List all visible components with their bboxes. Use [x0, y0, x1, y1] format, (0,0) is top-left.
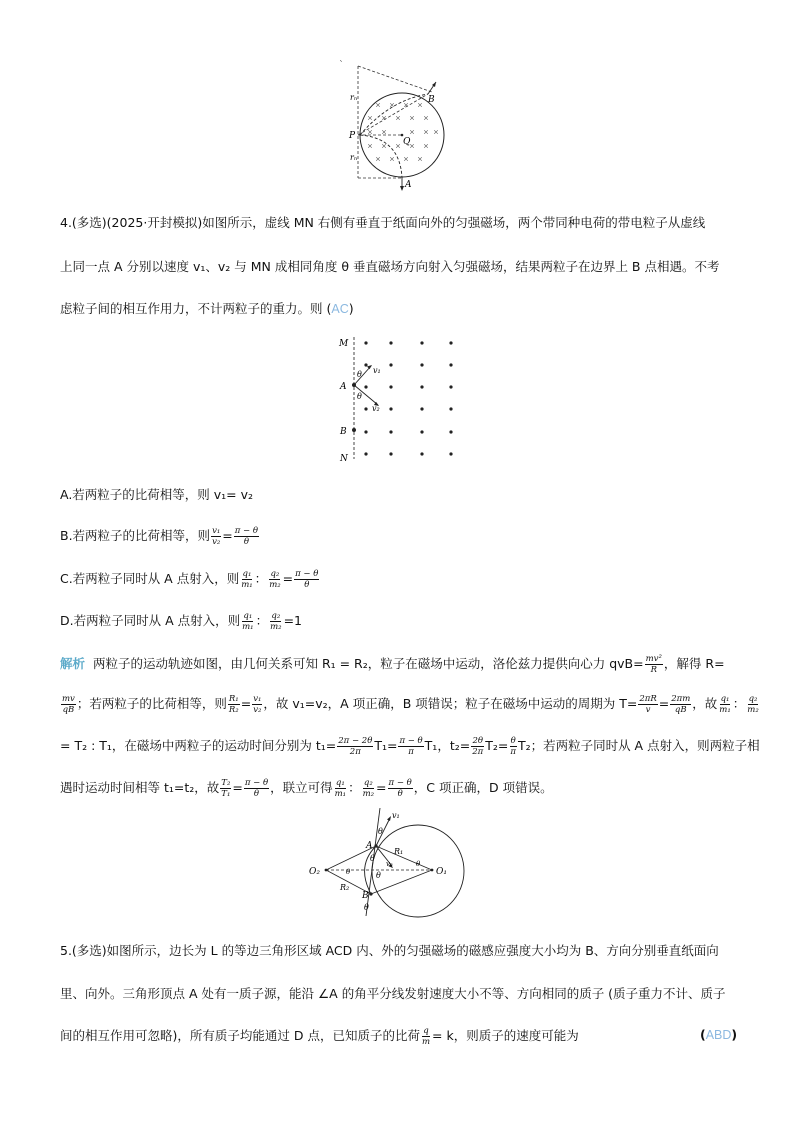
- label-o1: O₁: [436, 867, 447, 877]
- field-dots: [364, 341, 452, 455]
- label-n: N: [340, 454, 348, 463]
- option-c: C.若两粒子同时从 A 点射入，则 $\frac{\text{q₁}}{\text{m₁}}$ ： $\frac{\text{q₂}}{\text{m₂}}$ = $\frac{\pi - \theta}{\theta}$: [60, 569, 319, 590]
- figure-boundary-mn: [336, 333, 466, 463]
- label-v2: v₂: [386, 860, 393, 868]
- label-a: A: [405, 180, 412, 190]
- option-d: D.若两粒子同时从 A 点射入，则 $\frac{\text{q₁}}{\text{m₁}}$ ： $\frac{\text{q₂}}{\text{m₂}}$ =1: [60, 611, 302, 632]
- figure-trajectory-circles: [306, 806, 476, 918]
- label-v1: v₁: [373, 366, 381, 375]
- q4-answer: AC: [331, 302, 349, 316]
- label-theta-o1: θ: [416, 860, 421, 868]
- q4-stem-text: 虑粒子间的相互作用力，不计两粒子的重力。则 (: [60, 301, 332, 316]
- label-q: Q: [403, 137, 411, 147]
- q4-close-paren: ): [348, 301, 354, 316]
- figure-magnetic-circle: [340, 60, 460, 195]
- label-m: M: [339, 339, 349, 349]
- label-r2: R₂: [340, 883, 350, 892]
- label-b: B: [428, 95, 435, 105]
- orbit-circle-o1: [372, 825, 464, 917]
- label-theta-upper: θ: [357, 370, 362, 379]
- q5-stem-line-2: 里、向外。三角形顶点 A 处有一质子源，能沿 ∠A 的角平分线发射速度大小不等、方向相同的质子 (质子重力不计、质子: [60, 986, 726, 1001]
- label-theta-a: θ: [370, 854, 375, 863]
- q5-answer-bracket: (ABD): [700, 1027, 738, 1042]
- label-v1: v₁: [392, 811, 400, 820]
- label-p: P: [349, 131, 356, 141]
- point-b: [352, 428, 356, 432]
- solution-line-3: = T₂ : T₁，在磁场中两粒子的运动时间分别为 t₁= $\frac{2\pi - 2\theta}{2\pi}$ T₁= $\frac{\pi - \theta}{\pi}$ T₁，t₂= $\frac{2\theta}{2\pi}$ T₂= $\frac{\theta}{\pi}$ T₂；若两粒子同时从 A 点射入，则两粒子相: [60, 736, 760, 757]
- label-b: B: [362, 891, 369, 901]
- q5-stem-line-3: 间的相互作用可忽略)，所有质子均能通过 D 点，已知质子的比荷 $\frac{q}{m}$ = k，则质子的速度可能为: [60, 1026, 579, 1047]
- option-a: A.若两粒子的比荷相等，则 v₁= v₂: [60, 487, 254, 502]
- label-o2: O₂: [309, 867, 320, 877]
- solution-tag: 解析: [60, 656, 86, 671]
- q5-stem-line-1: 5.(多选)如图所示，边长为 L 的等边三角形区域 ACD 内、外的匀强磁场的磁感应强度大小均为 B、方向分别垂直纸面向: [60, 943, 719, 958]
- label-theta-o2: θ: [346, 868, 351, 876]
- label-theta-mid: θ: [376, 871, 381, 880]
- label-theta-top: θ: [378, 827, 383, 836]
- label-a: A: [366, 841, 373, 851]
- solution-line-2: $\frac{mv}{qB}$ ；若两粒子的比荷相等，则 $\frac{\text{R₁}}{\text{R₂}}$ = $\frac{\text{v₁}}{\text{v₂}}$ ，故 v₁=v₂，A 项正确，B 项错误；粒子在磁场中运动的周期为 T= $\frac{2\pi R}{v}$ = $\frac{2\pi m}{qB}$ ，故 $\frac{\text{q₁}}{\text{m₁}}$ ： $\frac{\text{q₂}}{\text{m₂}}$: [62, 694, 759, 715]
- label-theta-b: θ: [364, 903, 369, 912]
- label-theta-lower: θ: [357, 392, 362, 401]
- label-rn-top: rₙ: [350, 93, 358, 102]
- q4-stem-line-3: [60, 300, 354, 318]
- label-b: B: [340, 427, 347, 437]
- q5-answer: ABD: [705, 1028, 732, 1042]
- label-v2: v₂: [372, 404, 380, 413]
- option-b: B.若两粒子的比荷相等，则 $\frac{\text{v₁}}{\text{v₂}}$ = $\frac{\pi - \theta}{\theta}$: [60, 526, 258, 547]
- q4-stem-line-2: 上同一点 A 分别以速度 v₁、v₂ 与 MN 成相同角度 θ 垂直磁场方向射入匀强磁场，结果两粒子在边界上 B 点相遇。不考: [60, 259, 720, 274]
- q4-stem-line-1: 4.(多选)(2025·开封模拟)如图所示，虚线 MN 右侧有垂直于纸面向外的匀强磁场，两个带同种电荷的带电粒子从虚线: [60, 215, 706, 230]
- solution-line-4: 遇时运动时间相等 t₁=t₂，故 $\frac{\text{T₂}}{\text{T₁}}$ = $\frac{\pi - \theta}{\theta}$ ，联立可得 $\frac{\text{q₁}}{\text{m₁}}$ ： $\frac{\text{q₂}}{\text{m₂}}$ = $\frac{\pi - \theta}{\theta}$ ，C 项正确，D 项错误。: [60, 778, 553, 799]
- label-r1: R₁: [394, 847, 404, 856]
- label-a: A: [340, 382, 347, 392]
- solution-line-1: 解析 两粒子的运动轨迹如图，由几何关系可知 R₁ = R₂，粒子在磁场中运动，洛伦兹力提供向心力 qvB= $\frac{\text{mv²}}{R}$ ，解得 R=: [60, 654, 725, 675]
- label-rn-bottom: rₙ: [350, 153, 358, 162]
- trajectory-arc-upper: [360, 94, 428, 135]
